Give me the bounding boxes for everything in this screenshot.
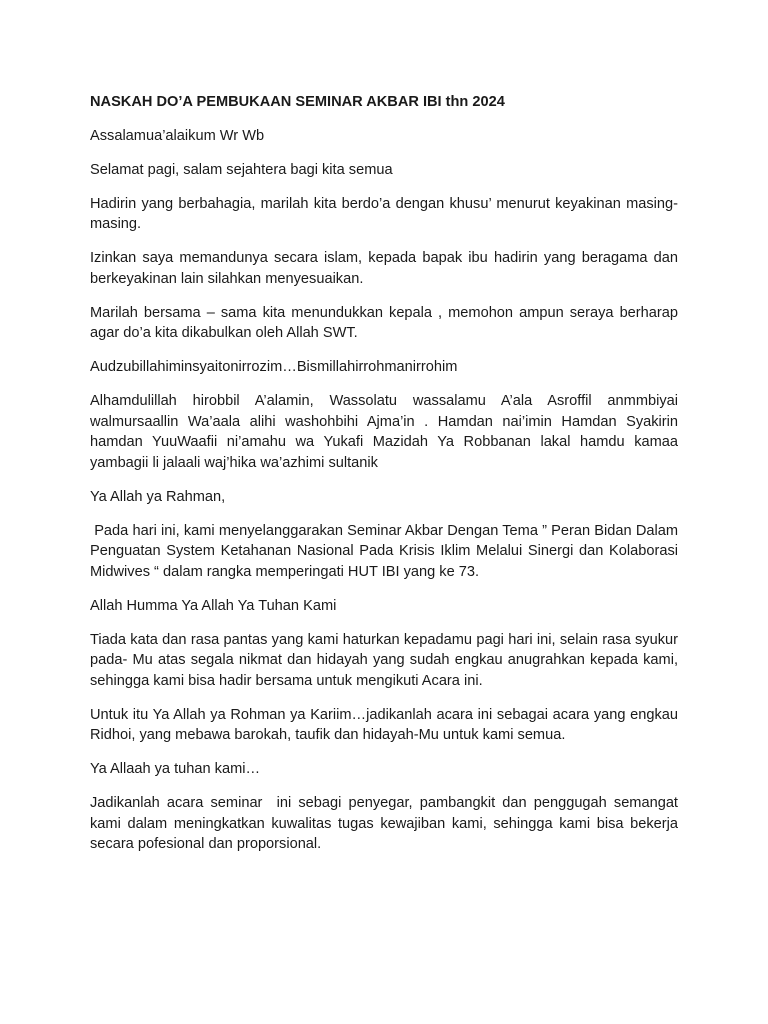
salutation-paragraph: Selamat pagi, salam sejahtera bagi kita semua bbox=[90, 161, 393, 178]
greeting-paragraph: Assalamua’alaikum Wr Wb bbox=[90, 127, 265, 144]
body-paragraph: Hadirin yang berbahagia, marilah kita berdo’a dengan khusu’ menurut keyakinan masing-masing. bbox=[90, 195, 678, 232]
document-body bbox=[90, 92, 683, 868]
body-paragraph: Alhamdulillah hirobbil A’alamin, Wassolatu wassalamu A’ala Asroffil anmmbiyai walmursaallin Wa’aala alihi washohbihi Ajma’in . Hamdan nai’imin Hamdan Syakirin hamdan YuuWaafii ni’amahu wa Yukafi Mazidah Ya Robbanan lakal hamdu kamaa yambagii li jalaali waj’hika wa’azhimi sultanik bbox=[90, 393, 683, 471]
body-paragraph: Pada hari ini, kami menyelanggarakan Seminar Akbar Dengan Tema ” Peran Bidan Dalam Penguatan System Ketahanan Nasional Pada Krisis Iklim Melalui Sinergi dan Kolaborasi Midwives “ dalam rangka memperingati HUT IBI yang ke 73. bbox=[90, 522, 683, 580]
body-paragraph: Tiada kata dan rasa pantas yang kami haturkan kepadamu pagi hari ini, selain rasa syukur pada- Mu atas segala nikmat dan hidayah yang sudah engkau anugrahkan kepada kami, sehingga kami bisa hadir bersama untuk mengikuti Acara ini. bbox=[90, 631, 683, 689]
body-paragraph: Izinkan saya memandunya secara islam, kepada bapak ibu hadirin yang beragama dan berkeyakinan lain silahkan menyesuaikan. bbox=[90, 250, 683, 287]
document-title: NASKAH DO’A PEMBUKAAN SEMINAR AKBAR IBI thn 2024 bbox=[90, 94, 505, 110]
body-paragraph: Jadikanlah acara seminar ini sebagi penyegar, pambangkit dan penggugah semangat kami dalam meningkatkan kuwalitas tugas kewajiban kami, sehingga kami bisa bekerja secara pofesional dan proporsional. bbox=[90, 795, 683, 852]
body-paragraph: Untuk itu Ya Allah ya Rohman ya Kariim…jadikanlah acara ini sebagai acara yang engkau Ridhoi, yang mebawa barokah, taufik dan hidayah-Mu untuk kami semua. bbox=[90, 706, 683, 743]
body-paragraph: Audzubillahiminsyaitonirrozim…Bismillahirrohmanirrohim bbox=[90, 359, 458, 375]
body-paragraph: Marilah bersama – sama kita menundukkan kepala , memohon ampun seraya berharap agar do’a kita dikabulkan oleh Allah SWT. bbox=[90, 304, 683, 341]
body-paragraph: Allah Humma Ya Allah Ya Tuhan Kami bbox=[90, 597, 337, 614]
body-paragraph: Ya Allaah ya tuhan kami… bbox=[90, 761, 261, 777]
body-paragraph: Ya Allah ya Rahman, bbox=[90, 488, 226, 505]
